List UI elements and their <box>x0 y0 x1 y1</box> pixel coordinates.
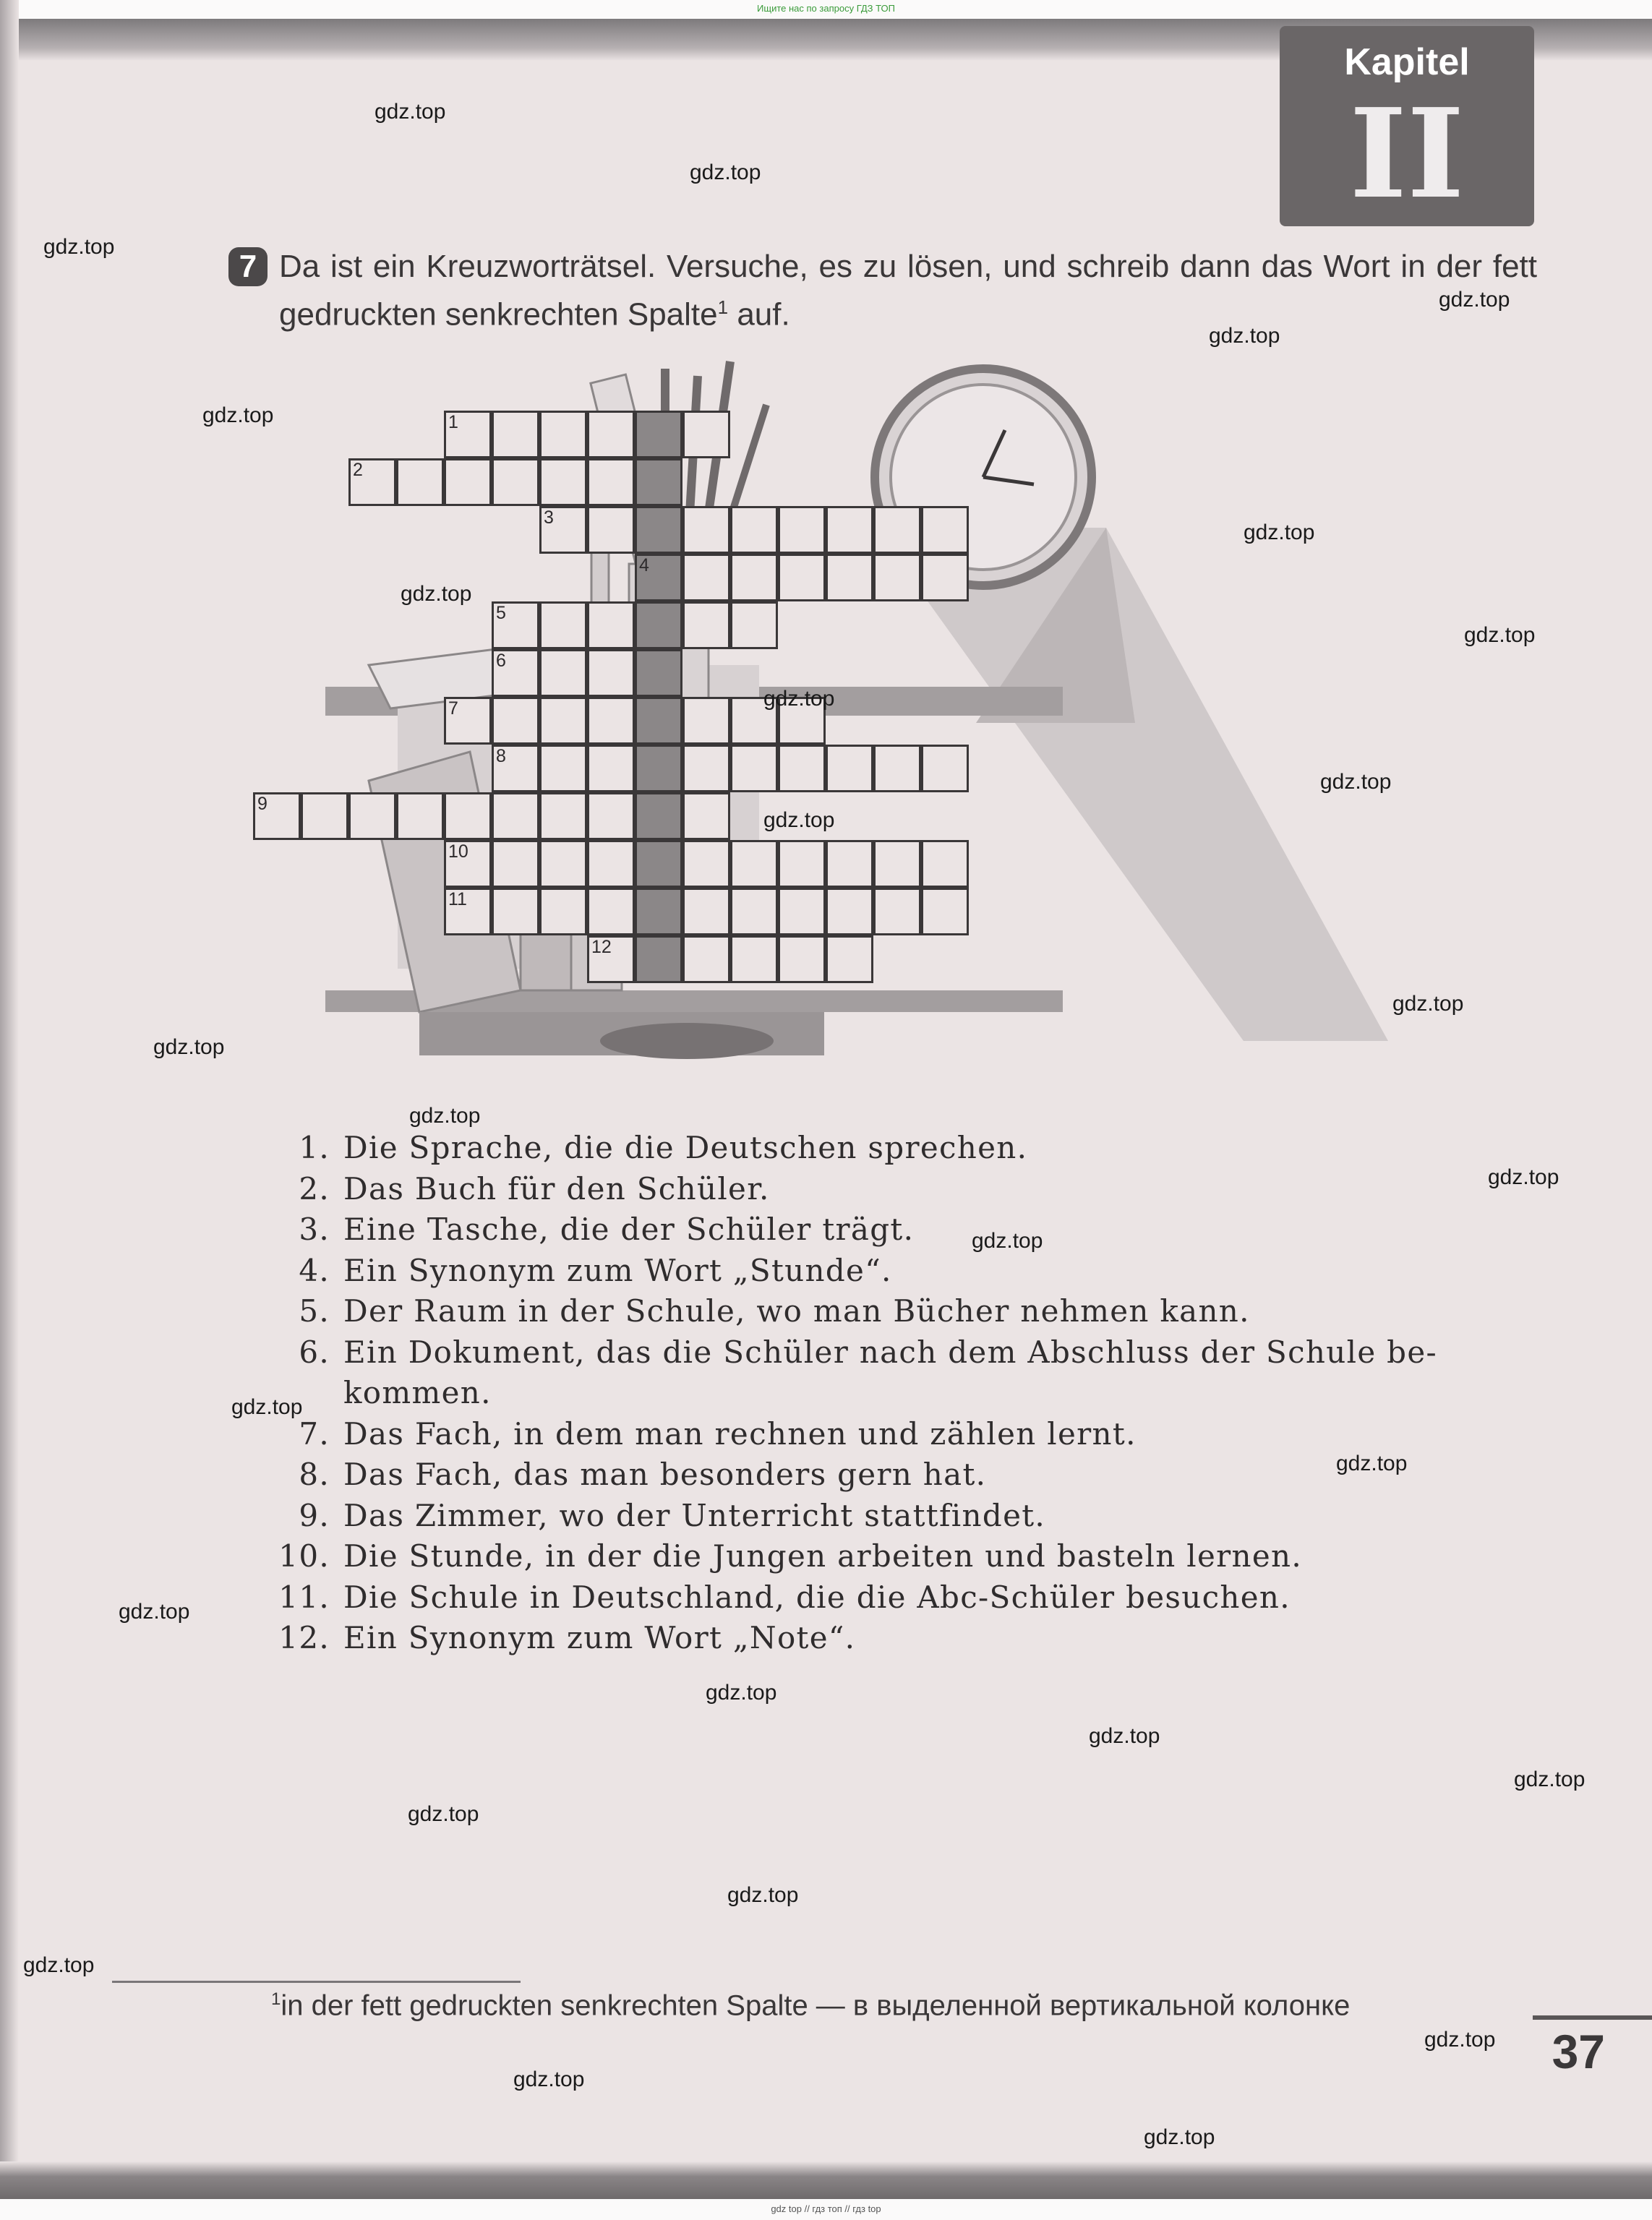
crossword-cell[interactable] <box>778 745 826 792</box>
crossword-cell[interactable] <box>921 745 969 792</box>
crossword-cell[interactable] <box>826 554 873 601</box>
footnote-text: in der fett gedruckten senkrechten Spalte — в выделенной вертикальной колонке <box>281 1989 1351 2022</box>
crossword-clue-number: 7 <box>448 698 458 719</box>
crossword-cell[interactable] <box>682 506 730 554</box>
crossword-cell[interactable] <box>778 888 826 935</box>
crossword-cell[interactable] <box>730 506 778 554</box>
watermark-text: gdz.top <box>1424 2028 1496 2052</box>
clue-text: Eine Tasche, die der Schüler trägt. <box>343 1212 915 1247</box>
crossword-cell[interactable] <box>539 697 587 745</box>
crossword-cell[interactable] <box>635 601 682 649</box>
watermark-text: gdz.top <box>401 582 472 606</box>
crossword-cell[interactable] <box>682 935 730 983</box>
crossword-clue-number: 9 <box>257 794 268 814</box>
crossword-cell[interactable] <box>873 888 921 935</box>
task-instruction <box>279 246 1537 335</box>
clue-number: 12. <box>278 1620 330 1655</box>
watermark-text: gdz.top <box>513 2067 585 2091</box>
clue-item <box>260 1251 1533 1292</box>
clue-text: Ein Synonym zum Wort „Note“. <box>343 1620 856 1655</box>
watermark-text: gdz.top <box>1514 1767 1585 1791</box>
crossword-cell[interactable] <box>682 888 730 935</box>
clue-number: 2. <box>299 1170 330 1207</box>
crossword-cell[interactable] <box>492 792 539 840</box>
crossword-cell[interactable] <box>873 554 921 601</box>
page-number: 37 <box>1552 2025 1605 2078</box>
crossword-cell[interactable] <box>587 888 635 935</box>
crossword-cell[interactable] <box>682 411 730 458</box>
crossword-cell[interactable] <box>778 506 826 554</box>
watermark-text: gdz.top <box>375 100 446 124</box>
watermark-text: gdz.top <box>727 1883 799 1907</box>
footnote-marker: 1 <box>717 296 729 318</box>
crossword-cell[interactable] <box>826 745 873 792</box>
clue-number: 5. <box>299 1293 330 1329</box>
crossword-cell[interactable] <box>635 458 682 506</box>
watermark-text: gdz.top <box>706 1681 777 1705</box>
crossword-cell[interactable] <box>921 554 969 601</box>
crossword-cell[interactable] <box>730 840 778 888</box>
crossword-cell[interactable] <box>635 745 682 792</box>
crossword-cell[interactable] <box>826 840 873 888</box>
bottom-link[interactable]: gdz top // гдз топ // гдз top <box>771 2203 881 2214</box>
crossword-cell[interactable] <box>635 506 682 554</box>
crossword-cell[interactable] <box>826 935 873 983</box>
top-search-link[interactable]: Ищите нас по запросу ГДЗ ТОП <box>757 3 895 14</box>
crossword-cell[interactable] <box>539 458 587 506</box>
clue-item <box>260 1373 1533 1414</box>
watermark-text: gdz.top <box>408 1802 479 1826</box>
clue-item <box>260 1209 1533 1251</box>
crossword-clue-number: 10 <box>448 841 468 862</box>
watermark-text: gdz.top <box>23 1953 95 1977</box>
watermark-text: gdz.top <box>763 687 835 711</box>
crossword-cell[interactable] <box>635 411 682 458</box>
crossword-cell[interactable] <box>587 506 635 554</box>
crossword-cell[interactable] <box>444 458 492 506</box>
crossword-cell[interactable] <box>301 792 348 840</box>
chapter-number: II <box>1349 82 1465 226</box>
watermark-text: gdz.top <box>153 1035 225 1059</box>
clue-number: 11. <box>278 1579 330 1615</box>
page-bottom-edge <box>0 2161 1652 2199</box>
crossword-cell[interactable] <box>682 840 730 888</box>
crossword-clue-number: 8 <box>496 746 506 766</box>
crossword-clue-number: 2 <box>353 460 363 480</box>
clue-text: Ein Synonym zum Wort „Stunde“. <box>343 1252 892 1288</box>
watermark-text: gdz.top <box>1320 770 1392 794</box>
crossword-cell[interactable] <box>444 792 492 840</box>
crossword-cell[interactable] <box>587 745 635 792</box>
crossword-cell[interactable] <box>587 601 635 649</box>
crossword-cell[interactable] <box>587 411 635 458</box>
watermark-text: gdz.top <box>1392 992 1464 1016</box>
crossword-cell[interactable] <box>682 601 730 649</box>
footnote-number: 1 <box>271 1989 281 2009</box>
page-gutter-shadow <box>0 0 19 2220</box>
clue-number: 3. <box>299 1212 330 1247</box>
watermark-text: gdz.top <box>1439 288 1510 312</box>
watermark-text: gdz.top <box>1488 1165 1559 1189</box>
crossword-cell[interactable] <box>539 888 587 935</box>
crossword-cell[interactable] <box>539 601 587 649</box>
crossword-cell[interactable] <box>873 745 921 792</box>
clue-number: 1. <box>299 1130 330 1165</box>
crossword-cell[interactable] <box>635 649 682 697</box>
crossword-cell[interactable] <box>587 649 635 697</box>
watermark-text: gdz.top <box>231 1395 303 1419</box>
crossword-clue-number: 1 <box>448 412 458 432</box>
crossword-cell[interactable] <box>826 506 873 554</box>
crossword-cell[interactable] <box>539 840 587 888</box>
clue-text: Der Raum in der Schule, wo man Bücher nehmen kann. <box>343 1293 1250 1329</box>
crossword-cell[interactable] <box>635 935 682 983</box>
crossword-clue-number: 11 <box>448 889 467 909</box>
crossword-cell[interactable] <box>635 697 682 745</box>
crossword-cell[interactable] <box>730 888 778 935</box>
crossword-cell[interactable] <box>492 411 539 458</box>
crossword-clue-number: 6 <box>496 651 506 671</box>
clue-item <box>260 1332 1533 1373</box>
clue-item <box>260 1169 1533 1210</box>
crossword-cell[interactable] <box>682 745 730 792</box>
clue-text: Die Stunde, in der die Jungen arbeiten und basteln lernen. <box>343 1538 1302 1574</box>
crossword-illustration <box>257 347 1395 1070</box>
crossword-cell[interactable] <box>778 935 826 983</box>
crossword-cell[interactable] <box>635 888 682 935</box>
crossword-cell[interactable] <box>635 792 682 840</box>
footnote <box>271 1989 1544 2022</box>
crossword-cell[interactable] <box>921 888 969 935</box>
crossword-cell[interactable] <box>682 697 730 745</box>
chapter-label: Kapitel <box>1344 41 1470 83</box>
crossword-cell[interactable] <box>778 554 826 601</box>
crossword-cell[interactable] <box>730 745 778 792</box>
chapter-badge <box>1280 26 1534 226</box>
crossword-cell[interactable] <box>730 554 778 601</box>
clue-item <box>260 1577 1533 1619</box>
watermark-text: gdz.top <box>1144 2125 1215 2149</box>
crossword-cell[interactable] <box>492 697 539 745</box>
clue-list <box>260 1128 1533 1659</box>
clue-number: 9. <box>299 1497 330 1533</box>
task-instruction-end: auf. <box>728 296 790 333</box>
crossword-cell[interactable] <box>635 840 682 888</box>
crossword-cell[interactable] <box>921 840 969 888</box>
crossword-cell[interactable] <box>921 506 969 554</box>
clue-item <box>260 1414 1533 1455</box>
crossword-clue-number: 4 <box>639 555 649 575</box>
crossword-cell[interactable] <box>539 792 587 840</box>
crossword-clue-number: 12 <box>591 937 612 957</box>
clue-item <box>260 1536 1533 1577</box>
crossword-cell[interactable] <box>873 506 921 554</box>
crossword-cell[interactable] <box>730 601 778 649</box>
watermark-text: gdz.top <box>43 235 115 259</box>
crossword-cell[interactable] <box>492 840 539 888</box>
crossword-cell[interactable] <box>396 792 444 840</box>
crossword-cell[interactable] <box>587 458 635 506</box>
crossword-cell[interactable] <box>873 840 921 888</box>
crossword-cell[interactable] <box>730 935 778 983</box>
clue-text: Das Buch für den Schüler. <box>343 1170 770 1207</box>
crossword-cell[interactable] <box>826 888 873 935</box>
watermark-text: gdz.top <box>690 160 761 184</box>
clue-text: Das Zimmer, wo der Unterricht stattfindet. <box>343 1497 1046 1533</box>
clue-number: 10. <box>278 1538 330 1574</box>
crossword-cell[interactable] <box>539 411 587 458</box>
clue-text: Die Sprache, die die Deutschen sprechen. <box>343 1130 1028 1165</box>
task-instruction-text: Da ist ein Kreuzworträtsel. Versuche, es zu lösen, und schreib dann das Wort in der fett gedruckten senkrechten Spalte <box>279 249 1537 333</box>
watermark-text: gdz.top <box>972 1229 1043 1253</box>
watermark-text: gdz.top <box>763 808 835 832</box>
crossword-cell[interactable] <box>778 840 826 888</box>
clue-item <box>260 1496 1533 1537</box>
clue-item <box>260 1291 1533 1332</box>
watermark-text: gdz.top <box>409 1104 481 1128</box>
watermark-text: gdz.top <box>1209 324 1280 348</box>
clue-text: Das Fach, in dem man rechnen und zählen lernt. <box>343 1415 1137 1452</box>
clue-number: 4. <box>299 1252 330 1288</box>
crossword-cell[interactable] <box>682 554 730 601</box>
watermark-text: gdz.top <box>1464 623 1536 647</box>
crossword-cell[interactable] <box>587 697 635 745</box>
crossword-cell[interactable] <box>396 458 444 506</box>
watermark-text: gdz.top <box>1336 1452 1408 1475</box>
crossword-cell[interactable] <box>492 888 539 935</box>
clue-text: Ein Dokument, das die Schüler nach dem Abschluss der Schule be- <box>343 1334 1437 1370</box>
crossword-cell[interactable] <box>587 840 635 888</box>
clue-text: Das Fach, das man besonders gern hat. <box>343 1457 987 1492</box>
watermark-text: gdz.top <box>202 403 274 427</box>
clue-text: Die Schule in Deutschland, die die Abc-Schüler besuchen. <box>343 1579 1291 1615</box>
clue-item <box>260 1618 1533 1659</box>
crossword-cell[interactable] <box>492 458 539 506</box>
crossword-clue-number: 3 <box>544 507 554 528</box>
task-number-badge: 7 <box>228 247 268 286</box>
clue-number: 7. <box>299 1415 330 1452</box>
crossword-clue-number: 5 <box>496 603 506 623</box>
watermark-text: gdz.top <box>1089 1724 1160 1748</box>
watermark-text: gdz.top <box>119 1600 190 1624</box>
clue-item <box>260 1128 1533 1169</box>
clue-text: kommen. <box>343 1375 492 1410</box>
clue-number: 8. <box>299 1457 330 1492</box>
crossword-cell[interactable] <box>682 792 730 840</box>
page-number-rule <box>1533 2015 1652 2020</box>
crossword-cell[interactable] <box>587 792 635 840</box>
watermark-text: gdz.top <box>1244 520 1315 544</box>
crossword-cell[interactable] <box>539 649 587 697</box>
footnote-divider <box>112 1981 521 1983</box>
clue-number: 6. <box>299 1334 330 1370</box>
crossword-cell[interactable] <box>348 792 396 840</box>
crossword-cell[interactable] <box>539 745 587 792</box>
